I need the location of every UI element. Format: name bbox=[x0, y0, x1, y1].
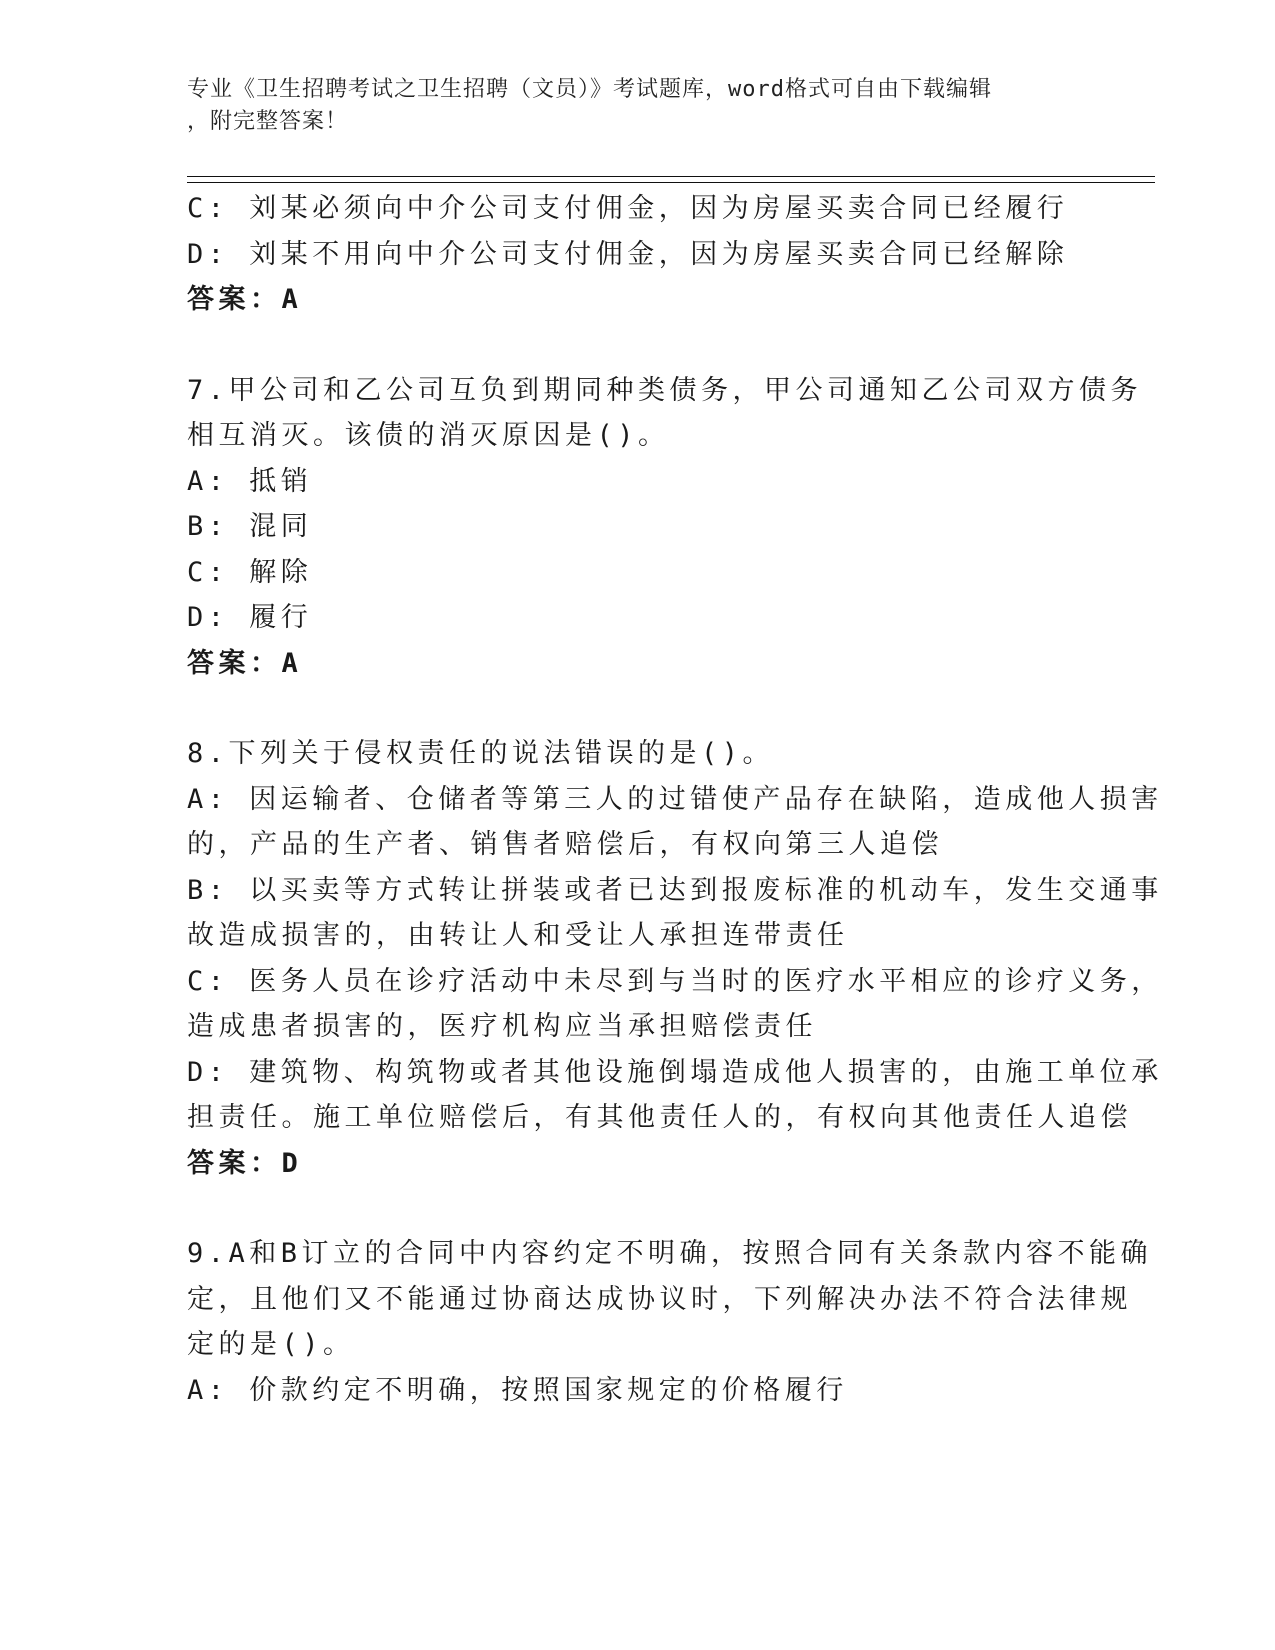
document-header bbox=[187, 74, 1087, 138]
question-8 bbox=[187, 731, 1163, 1186]
q7-option-d: D: 履行 bbox=[187, 602, 313, 633]
question-6-tail bbox=[187, 186, 1087, 323]
q8-answer: 答案：D bbox=[187, 1147, 303, 1179]
q8-option-d-line-1: D: 建筑物、构筑物或者其他设施倒塌造成他人损害的，由施工单位承 bbox=[187, 1056, 1163, 1088]
q9-stem-1: 9.A和B订立的合同中内容约定不明确，按照合同有关条款内容不能确 bbox=[187, 1238, 1153, 1269]
spacer bbox=[187, 686, 1087, 731]
header-divider-bottom bbox=[187, 182, 1155, 183]
q9-stem-2: 定，且他们又不能通过协商达成协议时，下列解决办法不符合法律规 bbox=[187, 1283, 1132, 1315]
question-9 bbox=[187, 1231, 1153, 1413]
q8-option-c-line-1: C: 医务人员在诊疗活动中未尽到与当时的医疗水平相应的诊疗义务， bbox=[187, 965, 1163, 997]
q8-option-d-line-2: 担责任。施工单位赔偿后，有其他责任人的，有权向其他责任人追偿 bbox=[187, 1102, 1132, 1133]
q7-option-c: C: 解除 bbox=[187, 556, 313, 588]
q8-option-a-line-2: 的，产品的生产者、销售者赔偿后，有权向第三人追偿 bbox=[187, 829, 943, 860]
q6-answer: 答案：A bbox=[187, 284, 303, 315]
header-line-1: 专业《卫生招聘考试之卫生招聘（文员）》考试题库，word格式可自由下载编辑 bbox=[187, 77, 992, 102]
q7-stem-2: 相互消灭。该债的消灭原因是()。 bbox=[187, 420, 670, 451]
spacer bbox=[187, 1186, 1087, 1231]
q8-option-b-line-1: B: 以买卖等方式转让拼装或者已达到报废标准的机动车，发生交通事 bbox=[187, 874, 1163, 906]
q8-stem: 8.下列关于侵权责任的说法错误的是()。 bbox=[187, 738, 775, 769]
q9-stem-3: 定的是()。 bbox=[187, 1329, 355, 1360]
q6-option-c: C: 刘某必须向中介公司支付佣金，因为房屋买卖合同已经履行 bbox=[187, 193, 1069, 224]
q8-option-b-line-2: 故造成损害的，由转让人和受让人承担连带责任 bbox=[187, 920, 849, 951]
q7-option-b: B: 混同 bbox=[187, 511, 313, 542]
q7-answer: 答案：A bbox=[187, 647, 303, 679]
question-7 bbox=[187, 368, 1143, 687]
q8-option-c-line-2: 造成患者损害的，医疗机构应当承担赔偿责任 bbox=[187, 1011, 817, 1042]
q7-stem-1: 7.甲公司和乙公司互负到期同种类债务，甲公司通知乙公司双方债务 bbox=[187, 374, 1143, 406]
question-content bbox=[187, 186, 1163, 1413]
q8-option-a-line-1: A: 因运输者、仓储者等第三人的过错使产品存在缺陷，造成他人损害 bbox=[187, 783, 1163, 815]
q7-option-a: A: 抵销 bbox=[187, 465, 313, 497]
spacer bbox=[187, 323, 1087, 368]
q9-option-a: A: 价款约定不明确，按照国家规定的价格履行 bbox=[187, 1374, 848, 1406]
q6-option-d: D: 刘某不用向中介公司支付佣金，因为房屋买卖合同已经解除 bbox=[187, 238, 1069, 270]
header-line-2: ，附完整答案！ bbox=[187, 109, 349, 134]
header-divider-top bbox=[187, 176, 1155, 177]
